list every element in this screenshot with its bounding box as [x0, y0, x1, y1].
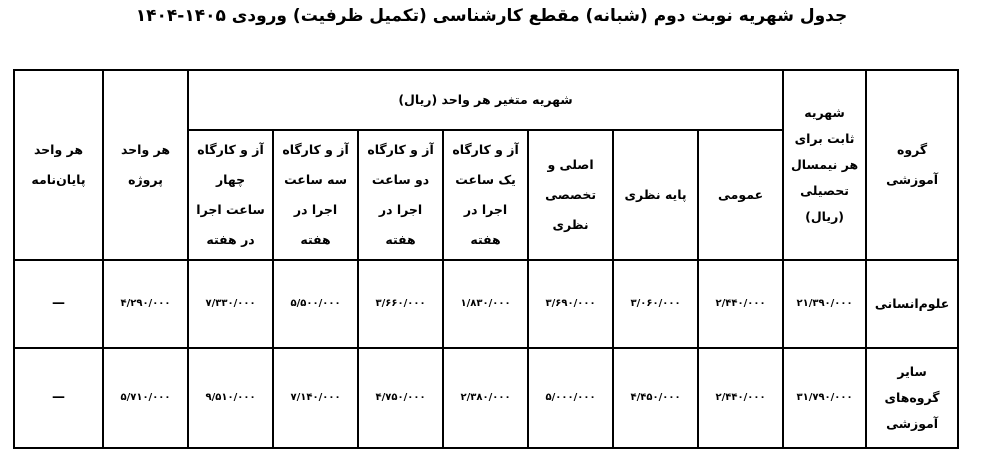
header-lab-2h: آز و کارگاه دو ساعت اجرا در هفته [358, 130, 443, 260]
cell-lab-2h: ۳/۶۶۰/۰۰۰ [358, 260, 443, 348]
row-group-label: سایر گروه‌های آموزشی [866, 348, 958, 448]
tuition-table [13, 69, 959, 449]
cell-general: ۲/۴۴۰/۰۰۰ [698, 348, 783, 448]
header-core-theory: اصلی و تخصصی نظری [528, 130, 613, 260]
cell-lab-4h: ۹/۵۱۰/۰۰۰ [188, 348, 273, 448]
page-title: جدول شهریه نوبت دوم (شبانه) مقطع کارشناسی (تکمیل ظرفیت) ورودی ۱۴۰۵-۱۴۰۴ [135, 6, 848, 26]
cell-basic-theory: ۳/۰۶۰/۰۰۰ [613, 260, 698, 348]
header-lab-3h: آز و کارگاه سه ساعت اجرا در هفته [273, 130, 358, 260]
header-lab-1h: آز و کارگاه یک ساعت اجرا در هفته [443, 130, 528, 260]
header-project: هر واحد پروژه [103, 70, 188, 260]
header-fixed-fee: شهریه ثابت برای هر نیمسال تحصیلی (ریال) [783, 70, 866, 260]
cell-project: ۵/۷۱۰/۰۰۰ [103, 348, 188, 448]
cell-fixed-fee: ۳۱/۷۹۰/۰۰۰ [783, 348, 866, 448]
cell-lab-4h: ۷/۳۳۰/۰۰۰ [188, 260, 273, 348]
cell-thesis: — [14, 260, 103, 348]
header-thesis: هر واحد پایان‌نامه [14, 70, 103, 260]
cell-project: ۴/۲۹۰/۰۰۰ [103, 260, 188, 348]
cell-thesis: — [14, 348, 103, 448]
cell-lab-1h: ۲/۳۸۰/۰۰۰ [443, 348, 528, 448]
table-row [14, 348, 958, 448]
header-row-1 [14, 70, 958, 130]
row-group-label: علوم‌انسانی [866, 260, 958, 348]
header-group: گروه آموزشی [866, 70, 958, 260]
cell-general: ۲/۴۴۰/۰۰۰ [698, 260, 783, 348]
table-row [14, 260, 958, 348]
header-basic-theory: پایه نظری [613, 130, 698, 260]
cell-lab-3h: ۷/۱۴۰/۰۰۰ [273, 348, 358, 448]
cell-fixed-fee: ۲۱/۳۹۰/۰۰۰ [783, 260, 866, 348]
header-general: عمومی [698, 130, 783, 260]
cell-lab-2h: ۴/۷۵۰/۰۰۰ [358, 348, 443, 448]
cell-core-theory: ۳/۶۹۰/۰۰۰ [528, 260, 613, 348]
cell-basic-theory: ۴/۴۵۰/۰۰۰ [613, 348, 698, 448]
header-variable-fee: شهریه متغیر هر واحد (ریال) [188, 70, 783, 130]
header-lab-4h: آز و کارگاه چهار ساعت اجرا در هفته [188, 130, 273, 260]
cell-core-theory: ۵/۰۰۰/۰۰۰ [528, 348, 613, 448]
cell-lab-3h: ۵/۵۰۰/۰۰۰ [273, 260, 358, 348]
cell-lab-1h: ۱/۸۳۰/۰۰۰ [443, 260, 528, 348]
